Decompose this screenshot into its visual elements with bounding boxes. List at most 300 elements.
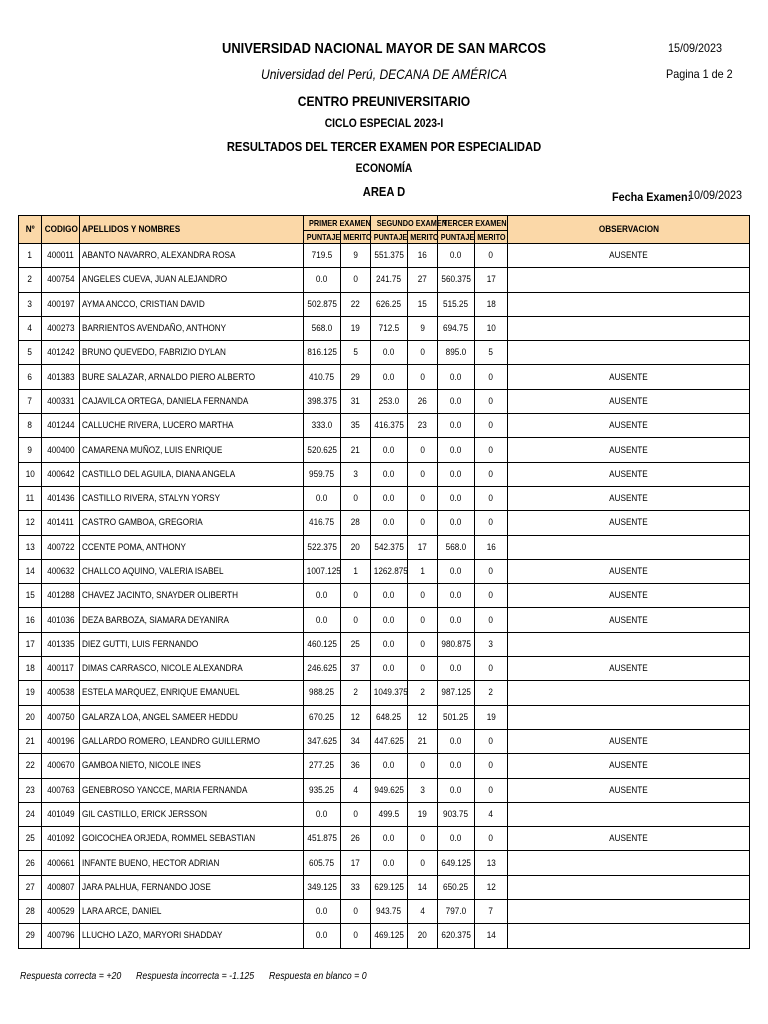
cell-puntaje-3: 0.0 [438, 657, 475, 681]
cell-merito-1: 33 [341, 875, 371, 899]
cell-codigo: 400750 [42, 705, 80, 729]
cell-puntaje-3: 0.0 [438, 729, 475, 753]
header-puntaje-2: PUNTAJE [371, 231, 408, 244]
cell-puntaje-3: 0.0 [438, 584, 475, 608]
cell-puntaje-1: 347.625 [304, 729, 341, 753]
cell-puntaje-3: 560.375 [438, 268, 475, 292]
cell-codigo: 400796 [42, 924, 80, 948]
cell-merito-1: 22 [341, 292, 371, 316]
cell-merito-1: 0 [341, 584, 371, 608]
cell-puntaje-2: 241.75 [371, 268, 408, 292]
cell-observacion [508, 632, 750, 656]
header-primer-examen: PRIMER EXAMEN [304, 216, 371, 231]
cell-codigo: 401288 [42, 584, 80, 608]
cell-puntaje-1: 277.25 [304, 754, 341, 778]
header-no: Nº [19, 216, 42, 244]
cell-merito-2: 21 [408, 729, 438, 753]
cell-merito-1: 19 [341, 316, 371, 340]
header-observacion: OBSERVACION [508, 216, 750, 244]
cell-merito-3: 0 [475, 414, 508, 438]
cell-puntaje-1: 522.375 [304, 535, 341, 559]
table-row [19, 316, 750, 340]
cell-observacion: AUSENTE [508, 389, 750, 413]
cell-puntaje-1: 0.0 [304, 268, 341, 292]
cell-puntaje-2: 0.0 [371, 511, 408, 535]
fecha-examen-value: 10/09/2023 [688, 188, 743, 202]
cell-puntaje-3: 515.25 [438, 292, 475, 316]
cell-codigo: 401335 [42, 632, 80, 656]
cell-nombre: BURE SALAZAR, ARNALDO PIERO ALBERTO [80, 365, 304, 389]
cell-observacion [508, 851, 750, 875]
cell-observacion: AUSENTE [508, 827, 750, 851]
cell-codigo: 400197 [42, 292, 80, 316]
header-tercer-examen: TERCER EXAMEN [438, 216, 508, 231]
cell-puntaje-1: 520.625 [304, 438, 341, 462]
cell-puntaje-1: 935.25 [304, 778, 341, 802]
cell-merito-3: 0 [475, 729, 508, 753]
cell-merito-3: 0 [475, 244, 508, 268]
cell-observacion [508, 535, 750, 559]
cell-nombre: ANGELES CUEVA, JUAN ALEJANDRO [80, 268, 304, 292]
cell-merito-3: 14 [475, 924, 508, 948]
cell-puntaje-2: 0.0 [371, 827, 408, 851]
cell-puntaje-2: 0.0 [371, 462, 408, 486]
cell-nombre: ABANTO NAVARRO, ALEXANDRA ROSA [80, 244, 304, 268]
cell-puntaje-1: 0.0 [304, 900, 341, 924]
table-row [19, 462, 750, 486]
page-indicator: Pagina 1 de 2 [666, 67, 733, 81]
cell-merito-3: 0 [475, 389, 508, 413]
cell-no: 28 [19, 900, 42, 924]
cell-puntaje-1: 670.25 [304, 705, 341, 729]
cell-observacion: AUSENTE [508, 657, 750, 681]
cell-no: 25 [19, 827, 42, 851]
cell-merito-3: 0 [475, 462, 508, 486]
cell-codigo: 400670 [42, 754, 80, 778]
header-merito-2: MERITO [408, 231, 438, 244]
cell-puntaje-2: 0.0 [371, 341, 408, 365]
cell-no: 11 [19, 486, 42, 510]
cell-puntaje-3: 0.0 [438, 827, 475, 851]
cell-puntaje-2: 1049.375 [371, 681, 408, 705]
cell-merito-2: 12 [408, 705, 438, 729]
cell-observacion: AUSENTE [508, 244, 750, 268]
cell-nombre: CASTILLO DEL AGUILA, DIANA ANGELA [80, 462, 304, 486]
cell-merito-2: 0 [408, 486, 438, 510]
cell-no: 7 [19, 389, 42, 413]
cell-merito-1: 0 [341, 924, 371, 948]
table-row [19, 924, 750, 948]
cell-no: 10 [19, 462, 42, 486]
cell-merito-3: 0 [475, 438, 508, 462]
cell-puntaje-2: 0.0 [371, 608, 408, 632]
cell-no: 26 [19, 851, 42, 875]
cell-puntaje-3: 650.25 [438, 875, 475, 899]
cell-nombre: ESTELA MARQUEZ, ENRIQUE EMANUEL [80, 681, 304, 705]
cell-no: 9 [19, 438, 42, 462]
cell-puntaje-2: 1262.875 [371, 559, 408, 583]
cell-merito-1: 29 [341, 365, 371, 389]
cell-no: 16 [19, 608, 42, 632]
cell-no: 15 [19, 584, 42, 608]
cell-puntaje-3: 0.0 [438, 486, 475, 510]
cell-observacion [508, 681, 750, 705]
cell-no: 14 [19, 559, 42, 583]
cell-puntaje-1: 0.0 [304, 608, 341, 632]
cell-puntaje-2: 0.0 [371, 365, 408, 389]
cell-nombre: DEZA BARBOZA, SIAMARA DEYANIRA [80, 608, 304, 632]
cell-observacion [508, 341, 750, 365]
cell-puntaje-1: 719.5 [304, 244, 341, 268]
cell-merito-2: 2 [408, 681, 438, 705]
cell-merito-1: 0 [341, 268, 371, 292]
cell-puntaje-1: 988.25 [304, 681, 341, 705]
cell-merito-3: 0 [475, 511, 508, 535]
cell-codigo: 401244 [42, 414, 80, 438]
table-row [19, 535, 750, 559]
table-row [19, 292, 750, 316]
footer-correcta: Respuesta correcta = +20 [20, 971, 122, 982]
cell-merito-3: 19 [475, 705, 508, 729]
table-row [19, 268, 750, 292]
cell-puntaje-1: 0.0 [304, 486, 341, 510]
cell-merito-1: 12 [341, 705, 371, 729]
cell-codigo: 401411 [42, 511, 80, 535]
cell-puntaje-3: 0.0 [438, 511, 475, 535]
cell-puntaje-3: 0.0 [438, 608, 475, 632]
cell-puntaje-2: 629.125 [371, 875, 408, 899]
cell-puntaje-3: 895.0 [438, 341, 475, 365]
cell-puntaje-2: 0.0 [371, 438, 408, 462]
cell-merito-3: 13 [475, 851, 508, 875]
cell-puntaje-2: 626.25 [371, 292, 408, 316]
cell-merito-2: 0 [408, 584, 438, 608]
cell-merito-1: 34 [341, 729, 371, 753]
header-puntaje-3: PUNTAJE [438, 231, 475, 244]
cell-observacion: AUSENTE [508, 414, 750, 438]
cell-codigo: 400661 [42, 851, 80, 875]
cell-no: 29 [19, 924, 42, 948]
cell-merito-1: 5 [341, 341, 371, 365]
cell-merito-3: 16 [475, 535, 508, 559]
cell-no: 27 [19, 875, 42, 899]
table-row [19, 438, 750, 462]
cell-observacion [508, 316, 750, 340]
cell-nombre: AYMA ANCCO, CRISTIAN DAVID [80, 292, 304, 316]
cell-merito-3: 4 [475, 802, 508, 826]
cell-puntaje-2: 447.625 [371, 729, 408, 753]
cell-no: 23 [19, 778, 42, 802]
cell-merito-1: 0 [341, 486, 371, 510]
cell-nombre: CALLUCHE RIVERA, LUCERO MARTHA [80, 414, 304, 438]
report-date: 15/09/2023 [668, 41, 723, 55]
cell-nombre: GALARZA LOA, ANGEL SAMEER HEDDU [80, 705, 304, 729]
cell-puntaje-3: 987.125 [438, 681, 475, 705]
cell-merito-1: 1 [341, 559, 371, 583]
cell-merito-2: 0 [408, 438, 438, 462]
table-row [19, 584, 750, 608]
cell-puntaje-1: 416.75 [304, 511, 341, 535]
cell-puntaje-3: 980.875 [438, 632, 475, 656]
centro-title: CENTRO PREUNIVERSITARIO [297, 93, 471, 109]
cell-codigo: 400273 [42, 316, 80, 340]
cell-puntaje-2: 0.0 [371, 754, 408, 778]
cell-observacion: AUSENTE [508, 486, 750, 510]
cell-merito-3: 7 [475, 900, 508, 924]
cell-nombre: DIMAS CARRASCO, NICOLE ALEXANDRA [80, 657, 304, 681]
cell-merito-2: 9 [408, 316, 438, 340]
cell-merito-3: 18 [475, 292, 508, 316]
cell-puntaje-1: 0.0 [304, 802, 341, 826]
cell-merito-2: 0 [408, 608, 438, 632]
cell-merito-1: 28 [341, 511, 371, 535]
cell-merito-2: 0 [408, 851, 438, 875]
cell-observacion [508, 268, 750, 292]
table-row [19, 681, 750, 705]
header-merito-3: MERITO [475, 231, 508, 244]
cell-no: 18 [19, 657, 42, 681]
cell-puntaje-1: 816.125 [304, 341, 341, 365]
cell-puntaje-3: 0.0 [438, 438, 475, 462]
cell-merito-3: 0 [475, 584, 508, 608]
cell-puntaje-1: 502.875 [304, 292, 341, 316]
cell-merito-1: 36 [341, 754, 371, 778]
cell-no: 3 [19, 292, 42, 316]
table-row [19, 900, 750, 924]
cell-merito-1: 3 [341, 462, 371, 486]
cell-puntaje-1: 246.625 [304, 657, 341, 681]
cell-merito-3: 0 [475, 657, 508, 681]
cell-puntaje-2: 0.0 [371, 486, 408, 510]
cell-puntaje-1: 0.0 [304, 584, 341, 608]
cell-no: 5 [19, 341, 42, 365]
cell-puntaje-3: 797.0 [438, 900, 475, 924]
cell-observacion [508, 900, 750, 924]
footer-blanco: Respuesta en blanco = 0 [269, 971, 367, 982]
cell-puntaje-2: 0.0 [371, 584, 408, 608]
table-row [19, 754, 750, 778]
cell-observacion [508, 924, 750, 948]
cell-puntaje-3: 0.0 [438, 778, 475, 802]
cell-merito-3: 0 [475, 365, 508, 389]
cell-merito-1: 9 [341, 244, 371, 268]
cell-codigo: 400011 [42, 244, 80, 268]
resultados-title: RESULTADOS DEL TERCER EXAMEN POR ESPECIALIDAD [226, 139, 542, 154]
cell-observacion: AUSENTE [508, 729, 750, 753]
table-row [19, 341, 750, 365]
table-row [19, 389, 750, 413]
cell-nombre: GAMBOA NIETO, NICOLE INES [80, 754, 304, 778]
cell-merito-3: 17 [475, 268, 508, 292]
cell-no: 17 [19, 632, 42, 656]
table-row [19, 875, 750, 899]
cell-nombre: CCENTE POMA, ANTHONY [80, 535, 304, 559]
table-row [19, 608, 750, 632]
cell-merito-1: 37 [341, 657, 371, 681]
cell-nombre: BRUNO QUEVEDO, FABRIZIO DYLAN [80, 341, 304, 365]
cell-puntaje-2: 542.375 [371, 535, 408, 559]
cell-puntaje-1: 451.875 [304, 827, 341, 851]
cell-merito-2: 23 [408, 414, 438, 438]
header-puntaje-1: PUNTAJE [304, 231, 341, 244]
cell-no: 8 [19, 414, 42, 438]
cell-puntaje-3: 903.75 [438, 802, 475, 826]
table-row [19, 778, 750, 802]
cell-puntaje-2: 943.75 [371, 900, 408, 924]
cell-puntaje-1: 460.125 [304, 632, 341, 656]
table-row [19, 486, 750, 510]
cell-merito-3: 10 [475, 316, 508, 340]
table-row [19, 657, 750, 681]
cell-puntaje-2: 499.5 [371, 802, 408, 826]
cell-nombre: CASTILLO RIVERA, STALYN YORSY [80, 486, 304, 510]
cell-merito-2: 0 [408, 632, 438, 656]
cell-codigo: 400400 [42, 438, 80, 462]
cell-observacion: AUSENTE [508, 438, 750, 462]
cell-puntaje-3: 694.75 [438, 316, 475, 340]
cell-merito-2: 15 [408, 292, 438, 316]
cell-puntaje-2: 0.0 [371, 657, 408, 681]
cell-observacion [508, 292, 750, 316]
cell-observacion: AUSENTE [508, 754, 750, 778]
header-merito-1: MERITO [341, 231, 371, 244]
cell-no: 22 [19, 754, 42, 778]
cell-merito-2: 19 [408, 802, 438, 826]
cell-codigo: 401436 [42, 486, 80, 510]
cell-observacion [508, 875, 750, 899]
cell-no: 13 [19, 535, 42, 559]
cell-puntaje-3: 649.125 [438, 851, 475, 875]
results-table [18, 215, 750, 949]
cell-nombre: BARRIENTOS AVENDAÑO, ANTHONY [80, 316, 304, 340]
table-row [19, 802, 750, 826]
cell-no: 20 [19, 705, 42, 729]
cell-codigo: 400642 [42, 462, 80, 486]
cell-merito-3: 3 [475, 632, 508, 656]
cell-codigo: 401383 [42, 365, 80, 389]
cell-merito-1: 31 [341, 389, 371, 413]
cell-puntaje-1: 568.0 [304, 316, 341, 340]
cell-puntaje-2: 253.0 [371, 389, 408, 413]
cell-puntaje-1: 1007.125 [304, 559, 341, 583]
cell-nombre: CHAVEZ JACINTO, SNAYDER OLIBERTH [80, 584, 304, 608]
cell-no: 24 [19, 802, 42, 826]
cell-puntaje-3: 568.0 [438, 535, 475, 559]
cell-merito-1: 26 [341, 827, 371, 851]
cell-observacion: AUSENTE [508, 365, 750, 389]
cell-merito-2: 16 [408, 244, 438, 268]
cell-merito-2: 0 [408, 754, 438, 778]
cell-observacion: AUSENTE [508, 559, 750, 583]
table-row [19, 705, 750, 729]
table-row [19, 827, 750, 851]
table-row [19, 511, 750, 535]
table-row [19, 414, 750, 438]
cell-nombre: GOICOCHEA ORJEDA, ROMMEL SEBASTIAN [80, 827, 304, 851]
cell-puntaje-1: 398.375 [304, 389, 341, 413]
cell-puntaje-3: 0.0 [438, 462, 475, 486]
table-row [19, 559, 750, 583]
cell-merito-1: 2 [341, 681, 371, 705]
cell-merito-3: 0 [475, 559, 508, 583]
cell-puntaje-1: 0.0 [304, 924, 341, 948]
cell-puntaje-2: 949.625 [371, 778, 408, 802]
cell-merito-2: 27 [408, 268, 438, 292]
cell-merito-2: 0 [408, 365, 438, 389]
cell-merito-1: 35 [341, 414, 371, 438]
cell-puntaje-1: 349.125 [304, 875, 341, 899]
cell-puntaje-2: 648.25 [371, 705, 408, 729]
cell-merito-1: 0 [341, 900, 371, 924]
cell-no: 19 [19, 681, 42, 705]
cell-merito-3: 0 [475, 827, 508, 851]
cell-codigo: 401242 [42, 341, 80, 365]
footer-incorrecta: Respuesta incorrecta = -1.125 [136, 971, 255, 982]
cell-merito-2: 20 [408, 924, 438, 948]
cell-merito-1: 17 [341, 851, 371, 875]
cell-observacion [508, 802, 750, 826]
cell-merito-1: 0 [341, 802, 371, 826]
cell-codigo: 400722 [42, 535, 80, 559]
cell-merito-2: 0 [408, 341, 438, 365]
cell-puntaje-1: 333.0 [304, 414, 341, 438]
cell-puntaje-3: 501.25 [438, 705, 475, 729]
cell-merito-2: 0 [408, 511, 438, 535]
cell-observacion: AUSENTE [508, 511, 750, 535]
table-row [19, 365, 750, 389]
cell-codigo: 400529 [42, 900, 80, 924]
university-title: UNIVERSIDAD NACIONAL MAYOR DE SAN MARCOS [222, 40, 546, 57]
cell-merito-1: 25 [341, 632, 371, 656]
header-segundo-examen: SEGUNDO EXAMEN [371, 216, 438, 231]
university-subtitle: Universidad del Perú, DECANA DE AMÉRICA [260, 66, 508, 82]
cell-codigo: 400763 [42, 778, 80, 802]
cell-puntaje-2: 551.375 [371, 244, 408, 268]
cell-merito-2: 1 [408, 559, 438, 583]
cell-nombre: GENEBROSO YANCCE, MARIA FERNANDA [80, 778, 304, 802]
cell-puntaje-2: 416.375 [371, 414, 408, 438]
cell-codigo: 400117 [42, 657, 80, 681]
cell-nombre: CAJAVILCA ORTEGA, DANIELA FERNANDA [80, 389, 304, 413]
cell-nombre: INFANTE BUENO, HECTOR ADRIAN [80, 851, 304, 875]
cell-codigo: 401036 [42, 608, 80, 632]
cell-puntaje-3: 0.0 [438, 389, 475, 413]
cell-puntaje-2: 712.5 [371, 316, 408, 340]
header-nombres: APELLIDOS Y NOMBRES [80, 216, 304, 244]
cell-merito-1: 20 [341, 535, 371, 559]
cell-no: 1 [19, 244, 42, 268]
cell-codigo: 400754 [42, 268, 80, 292]
cell-puntaje-1: 410.75 [304, 365, 341, 389]
cell-merito-2: 4 [408, 900, 438, 924]
cell-observacion: AUSENTE [508, 584, 750, 608]
cell-nombre: DIEZ GUTTI, LUIS FERNANDO [80, 632, 304, 656]
cell-merito-2: 0 [408, 462, 438, 486]
cell-nombre: CHALLCO AQUINO, VALERIA ISABEL [80, 559, 304, 583]
cell-merito-2: 26 [408, 389, 438, 413]
cell-nombre: CAMARENA MUÑOZ, LUIS ENRIQUE [80, 438, 304, 462]
cell-puntaje-1: 959.75 [304, 462, 341, 486]
table-row [19, 729, 750, 753]
table-row [19, 244, 750, 268]
cell-merito-2: 14 [408, 875, 438, 899]
cell-nombre: LARA ARCE, DANIEL [80, 900, 304, 924]
cell-nombre: GALLARDO ROMERO, LEANDRO GUILLERMO [80, 729, 304, 753]
header-codigo: CODIGO [42, 216, 80, 244]
ciclo-title: CICLO ESPECIAL 2023-I [324, 116, 444, 130]
cell-codigo: 400807 [42, 875, 80, 899]
cell-observacion [508, 705, 750, 729]
